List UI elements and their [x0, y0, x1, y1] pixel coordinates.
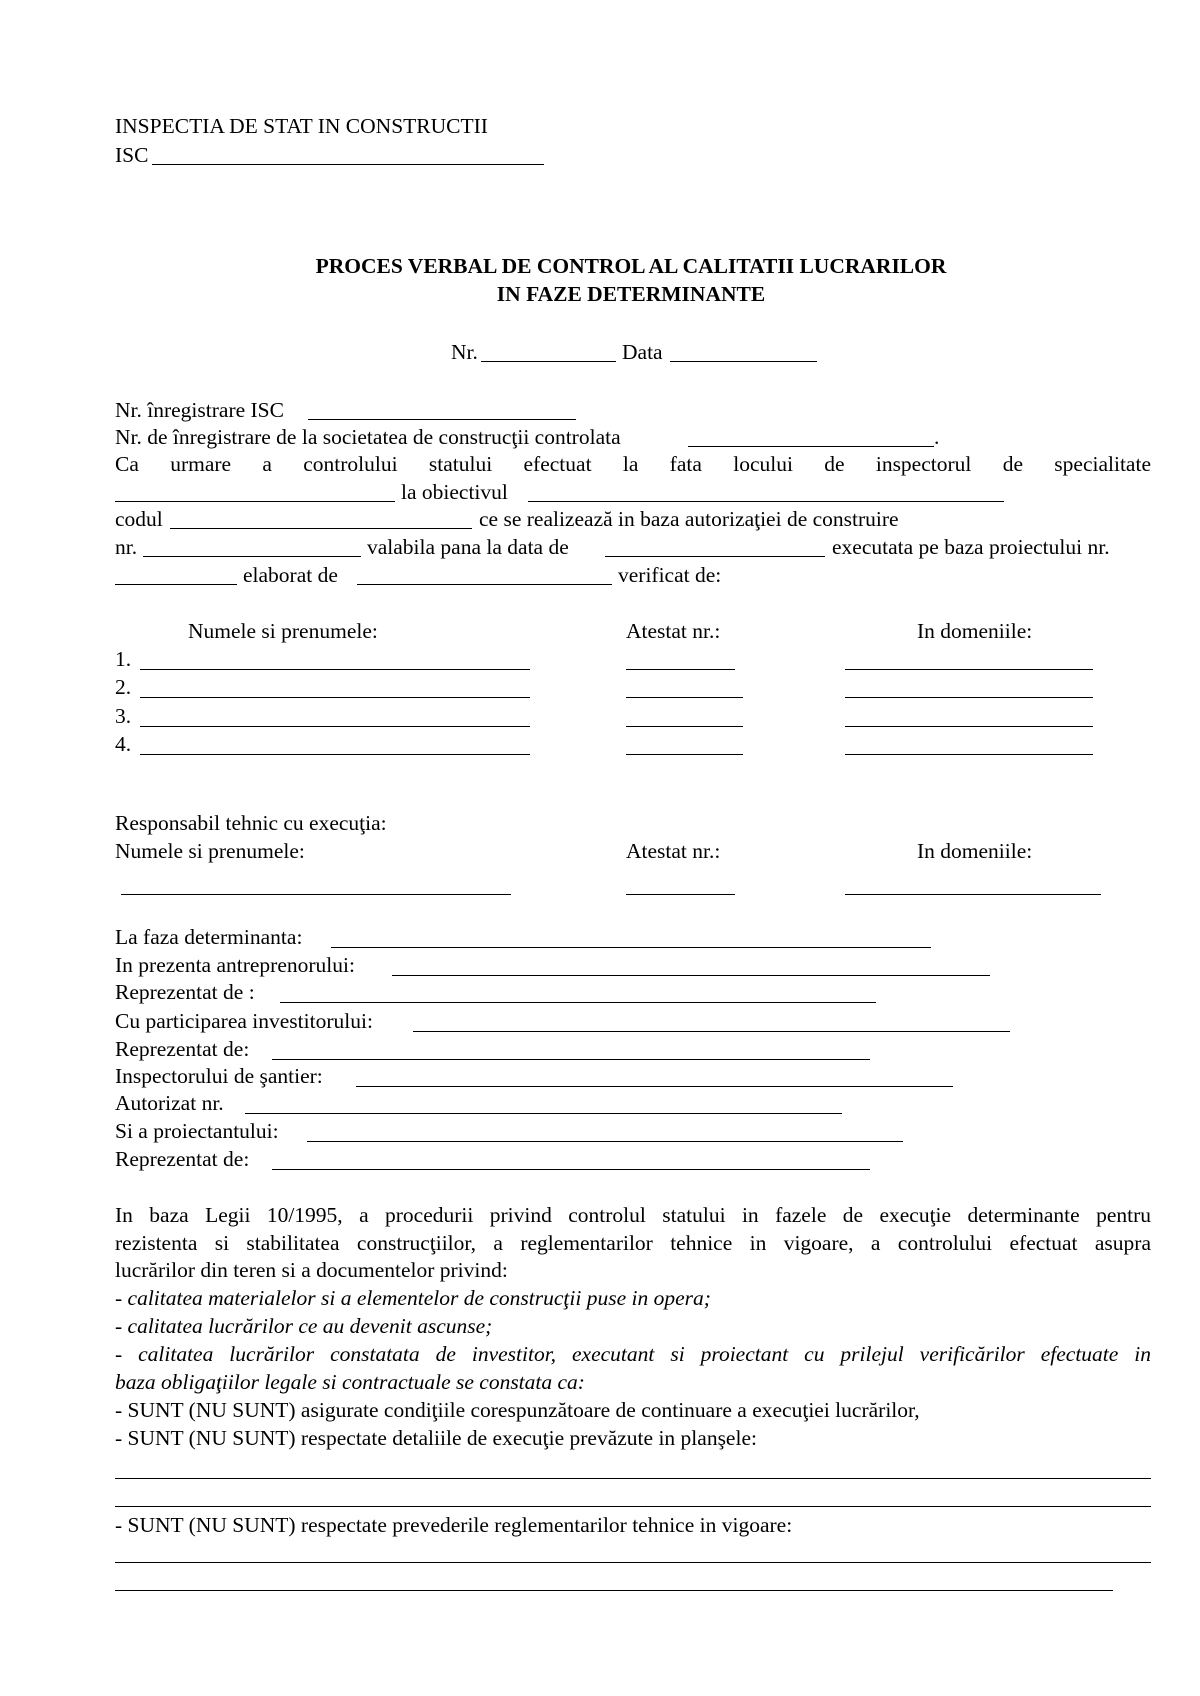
- verificat-label: verificat de:: [618, 563, 722, 587]
- reprezentat-label-2: Reprezentat de:: [115, 1037, 250, 1061]
- legal-paragraph-line-3: lucrărilor din teren si a documentelor privind:: [115, 1258, 508, 1282]
- obiectiv-field-line[interactable]: [528, 501, 1004, 502]
- proiectant-field-line[interactable]: [307, 1141, 903, 1142]
- elaborat-field-line[interactable]: [357, 584, 612, 585]
- verifier-domenii-line-3[interactable]: [845, 726, 1093, 727]
- data-field-line[interactable]: [670, 361, 817, 362]
- verifier-domenii-line-1[interactable]: [845, 669, 1093, 670]
- executata-label: executata pe baza proiectului nr.: [832, 535, 1110, 559]
- verifier-atestat-line-4[interactable]: [626, 754, 743, 755]
- row-number: 4.: [115, 732, 132, 756]
- autorizatie-text: ce se realizează in baza autorizaţiei de construire: [479, 507, 899, 531]
- investitor-label: Cu participarea investitorului:: [115, 1009, 373, 1033]
- nr-autorizatie-field-line[interactable]: [143, 556, 361, 557]
- row-number: 1.: [115, 647, 132, 671]
- isc-label: ISC: [115, 143, 149, 167]
- verifier-atestat-line-2[interactable]: [626, 697, 743, 698]
- nr-field-line[interactable]: [481, 361, 616, 362]
- autorizat-label: Autorizat nr.: [115, 1091, 224, 1115]
- bullet-quality-line-1: - calitatea lucrărilor constatata de investitor, executant si proiectant cu prilejul verificărilor efectuate in: [115, 1342, 1151, 1366]
- row-number: 2.: [115, 675, 132, 699]
- inspector-field-line[interactable]: [115, 501, 395, 502]
- responsabil-atestat-line[interactable]: [626, 894, 735, 895]
- faza-label: La faza determinanta:: [115, 925, 303, 949]
- reg-isc-label: Nr. înregistrare ISC: [115, 398, 284, 422]
- verifier-domenii-line-4[interactable]: [845, 754, 1093, 755]
- statement-regulations: - SUNT (NU SUNT) respectate prevederile reglementarilor tehnice in vigoare:: [115, 1513, 793, 1537]
- col-atestat-header: Atestat nr.:: [626, 619, 721, 643]
- reprezentat-field-line-2[interactable]: [272, 1059, 870, 1060]
- document-subtitle: IN FAZE DETERMINANTE: [496, 282, 766, 306]
- col-domenii-header: In domeniile:: [917, 619, 1033, 643]
- elaborat-label: elaborat de: [243, 563, 338, 587]
- verifier-domenii-line-2[interactable]: [845, 697, 1093, 698]
- investitor-field-line[interactable]: [413, 1031, 1010, 1032]
- bullet-hidden-works: - calitatea lucrărilor ce au devenit ascunse;: [115, 1314, 493, 1338]
- responsabil-domenii-line[interactable]: [845, 894, 1101, 895]
- reg-company-label: Nr. de înregistrare de la societatea de construcţii controlata: [115, 425, 621, 449]
- data-label: Data: [622, 340, 663, 364]
- org-name: INSPECTIA DE STAT IN CONSTRUCTII: [115, 114, 488, 138]
- isc-field-line[interactable]: [152, 164, 544, 165]
- verifier-name-line-1[interactable]: [140, 669, 530, 670]
- reprezentat-field-line-3[interactable]: [272, 1169, 870, 1170]
- document-title: PROCES VERBAL DE CONTROL AL CALITATII LUCRARILOR: [315, 254, 947, 278]
- row-number: 3.: [115, 704, 132, 728]
- inspector-label: Inspectorului de şantier:: [115, 1064, 323, 1088]
- responsabil-title: Responsabil tehnic cu execuţia:: [115, 811, 387, 835]
- bullet-materials: - calitatea materialelor si a elementelor de construcţii puse in opera;: [115, 1286, 711, 1310]
- bullet-quality-line-2: baza obligaţiilor legale si contractuale se constata ca:: [115, 1370, 585, 1394]
- statement-conditions: - SUNT (NU SUNT) asigurate condiţiile corespunzătoare de continuare a execuţiei lucrărilor,: [115, 1398, 920, 1422]
- verifier-name-line-3[interactable]: [140, 726, 530, 727]
- responsabil-name-line[interactable]: [121, 894, 511, 895]
- valabila-field-line[interactable]: [605, 556, 825, 557]
- legal-paragraph-line-2: rezistenta si stabilitatea construcţiilor, a reglementarilor tehnice in vigoare, a controlului efectuat asupra: [115, 1231, 1151, 1255]
- faza-field-line[interactable]: [331, 947, 931, 948]
- nr-autorizatie-label: nr.: [115, 535, 138, 559]
- codul-field-line[interactable]: [170, 528, 472, 529]
- details-field-line-2[interactable]: [115, 1506, 1151, 1507]
- verifier-name-line-4[interactable]: [140, 754, 530, 755]
- valabila-label: valabila pana la data de: [367, 535, 569, 559]
- reg-isc-field-line[interactable]: [308, 419, 576, 420]
- verifier-atestat-line-3[interactable]: [626, 726, 743, 727]
- verifier-name-line-2[interactable]: [140, 697, 530, 698]
- inspector-field-line-santier[interactable]: [356, 1086, 953, 1087]
- regulations-field-line-1[interactable]: [115, 1562, 1151, 1563]
- details-field-line-1[interactable]: [115, 1478, 1151, 1479]
- reg-company-field-line[interactable]: [688, 446, 934, 447]
- proiectant-label: Si a proiectantului:: [115, 1119, 279, 1143]
- antreprenor-field-line[interactable]: [392, 975, 990, 976]
- statement-details: - SUNT (NU SUNT) respectate detaliile de execuţie prevăzute in planşele:: [115, 1426, 757, 1450]
- antreprenor-label: In prezenta antreprenorului:: [115, 953, 355, 977]
- verifier-atestat-line-1[interactable]: [626, 669, 735, 670]
- reprezentat-label-1: Reprezentat de :: [115, 980, 255, 1004]
- obiectiv-label: la obiectivul: [401, 480, 508, 504]
- autorizat-field-line[interactable]: [245, 1113, 842, 1114]
- regulations-field-line-2[interactable]: [115, 1590, 1113, 1591]
- responsabil-name-label: Numele si prenumele:: [115, 839, 305, 863]
- reprezentat-label-3: Reprezentat de:: [115, 1147, 250, 1171]
- col-name-header: Numele si prenumele:: [188, 619, 378, 643]
- control-statement: Ca urmare a controlului statului efectuat la fata locului de inspectorul de specialitate: [115, 452, 1151, 476]
- responsabil-atestat-label: Atestat nr.:: [626, 839, 721, 863]
- reg-company-dot: .: [934, 425, 940, 449]
- legal-paragraph-line-1: In baza Legii 10/1995, a procedurii privind controlul statului in fazele de execuţie determinante pentru: [115, 1203, 1151, 1227]
- reprezentat-field-line-1[interactable]: [280, 1002, 876, 1003]
- responsabil-domenii-label: In domeniile:: [917, 839, 1033, 863]
- codul-label: codul: [115, 507, 163, 531]
- nr-label: Nr.: [451, 340, 478, 364]
- proiect-nr-field-line[interactable]: [115, 584, 237, 585]
